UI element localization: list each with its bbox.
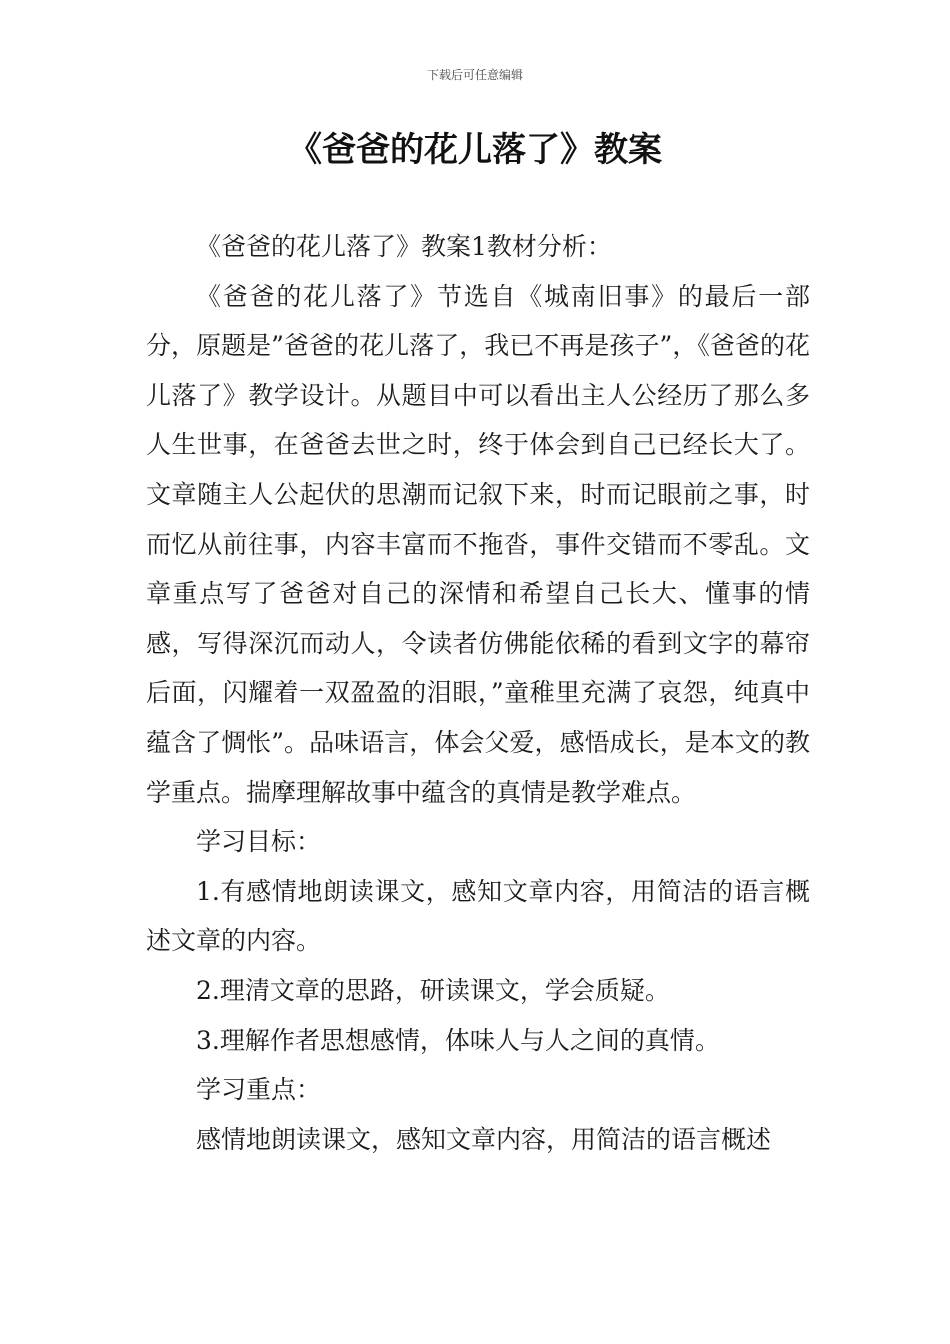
paragraph-focus-heading: 学习重点： xyxy=(196,1075,322,1105)
document-title: 《爸爸的花儿落了》教案 xyxy=(288,130,662,170)
paragraph-focus-text: 感情地朗读课文，感知文章内容，用简洁的语言概述 xyxy=(196,1124,772,1154)
paragraph-analysis: 《爸爸的花儿落了》节选自《城南旧事》的最后一部分，原题是”爸爸的花儿落了，我已不再是孩子”，《爸爸的花儿落了》教学设计。从题目中可以看出主人公经历了那么多人生世事，在爸爸去世之时，终于体会到自己已经长大了。文章随主人公起伏的思潮而记叙下来，时而记眼前之事，时而忆从前往事，内容丰富而不拖沓，事件交错而不零乱。文章重点写了爸爸对自己的深情和希望自己长大、懂事的情感，写得深沉而动人，令读者仿佛能依稀的看到文字的幕帘后面，闪耀着一双盈盈的泪眼，”童稚里充满了哀怨，纯真中蕴含了惆怅”。品味语言，体会父爱，感悟成长，是本文的教学重点。揣摩理解故事中蕴含的真情是教学难点。 xyxy=(146,281,810,807)
document-body xyxy=(146,222,810,1164)
header-note: 下载后可任意编辑 xyxy=(426,68,523,82)
paragraph-goal-1: 1.有感情地朗读课文，感知文章内容，用简洁的语言概述文章的内容。 xyxy=(146,876,810,956)
paragraph-goal-3: 3.理解作者思想感情，体味人与人之间的真情。 xyxy=(196,1025,720,1055)
paragraph-goals-heading: 学习目标： xyxy=(196,827,322,857)
paragraph-section-heading: 《爸爸的花儿落了》教案1教材分析： xyxy=(196,232,612,261)
paragraph-goal-2: 2.理清文章的思路，研读课文，学会质疑。 xyxy=(196,975,670,1005)
